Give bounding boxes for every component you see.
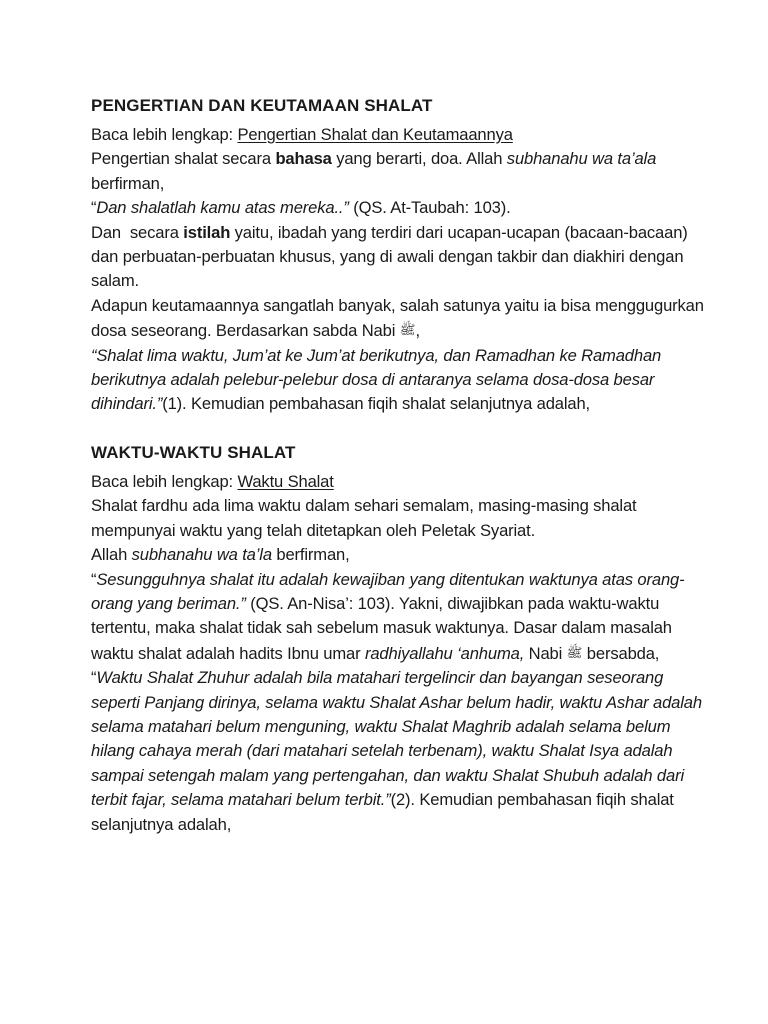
hadith-footnote-tail: (1). Kemudian pembahasan fiqih shalat selanjutnya adalah, (162, 394, 591, 414)
quote-reference: (QS. At-Taubah: 103). (348, 198, 511, 218)
italic-honorific: subhanahu wa ta’ala (506, 149, 657, 169)
salawat-symbol: ﷺ (566, 644, 583, 660)
text-run: Adapun keutamaannya sangatlah banyak, salah satunya yaitu ia bisa menggugurkan dosa seseorang. Berdasarkan sabda Nabi (91, 295, 704, 341)
text-run: , (415, 321, 420, 341)
salawat-symbol: ﷺ (399, 322, 416, 338)
quote-an-nisa (91, 568, 708, 667)
hadith-footnote-tail: (2). Kemudian pembahasan fiqih shalat selanjutnya adalah, (91, 790, 674, 834)
text-run: Allah (91, 545, 132, 565)
paragraph-definition-bahasa (91, 147, 708, 196)
quote-reference: (QS. An-Nisa’: 103). Yakni, diwajibkan pada waktu-waktu tertentu, maka shalat tidak sah sebelum masuk waktunya. Dasar dalam masalah waktu shalat adalah hadits Ibnu umar (91, 593, 672, 663)
hadith-paragraph-1 (91, 344, 708, 417)
paragraph-lima-waktu: Shalat fardhu ada lima waktu dalam sehari semalam, masing-masing shalat mempunyai waktu yang telah ditetapkan oleh Peletak Syariat. (91, 496, 637, 540)
bold-term-bahasa: bahasa (275, 149, 332, 169)
read-more-link-pengertian[interactable]: Pengertian Shalat dan Keutamaannya (237, 125, 513, 144)
text-run: yang berarti, doa. Allah (331, 149, 507, 169)
paragraph-allah-berfirman (91, 543, 708, 567)
quote-mark: “ (91, 569, 97, 589)
read-more-line (91, 123, 708, 147)
quote-text: Dan shalatlah kamu atas mereka..” (96, 198, 349, 218)
paragraph-keutamaan (91, 294, 708, 344)
bold-term-istilah: istilah (183, 222, 231, 242)
italic-honorific: subhanahu wa ta’la (131, 545, 272, 565)
text-run: Pengertian shalat secara (91, 149, 276, 169)
quote-mark: “ (91, 198, 97, 218)
text-run: berfirman, (91, 173, 165, 193)
read-more-line (91, 470, 708, 494)
section-heading: WAKTU-WAKTU SHALAT (91, 442, 296, 462)
quote-text: Sesungguhnya shalat itu adalah kewajiban yang ditentukan waktunya atas orang-orang yang beriman.” (91, 569, 685, 613)
read-more-prefix: Baca lebih lengkap: (91, 471, 238, 491)
hadith-paragraph-2 (91, 666, 708, 837)
read-more-prefix: Baca lebih lengkap: (91, 125, 238, 144)
hadith-text: “Shalat lima waktu, Jum’at ke Jum’at berikutnya, dan Ramadhan ke Ramadhan berikutnya adalah pelebur-pelebur dosa di antaranya selama dosa-dosa besar dihindari.” (91, 345, 662, 414)
text-run: berfirman, (271, 545, 350, 565)
italic-radhiyallahu: radhiyallahu ‘anhuma, (364, 643, 525, 663)
text-run: bersabda, (582, 643, 660, 663)
quote-mark: “ (91, 668, 97, 688)
hadith-text: Waktu Shalat Zhuhur adalah bila matahari tergelincir dan bayangan seseorang seperti Panjang dirinya, selama waktu Shalat Ashar belum hadir, waktu Ashar adalah selama matahari belum menguning, waktu Shalat Maghrib adalah selama belum hilang cahaya merah (dari matahari setelah terbenam), waktu Shalat Isya adalah sampai setengah malam yang pertengahan, dan waktu Shalat Shubuh adalah dari terbit fajar, selama matahari belum terbit.” (91, 668, 702, 810)
text-run: Dan secara (91, 222, 184, 242)
text-run: Nabi (524, 643, 567, 663)
quote-at-taubah (91, 196, 708, 220)
paragraph-definition-istilah (91, 221, 708, 294)
section-pengertian (91, 92, 708, 417)
text-run: yaitu, ibadah yang terdiri dari ucapan-ucapan (bacaan-bacaan) dan perbuatan-perbuatan khusus, yang di awali dengan takbir dan diakhiri dengan salam. (91, 222, 688, 291)
section-waktu-shalat (91, 439, 708, 837)
section-heading: PENGERTIAN DAN KEUTAMAAN SHALAT (91, 96, 433, 115)
read-more-link-waktu-shalat[interactable]: Waktu Shalat (237, 471, 334, 491)
